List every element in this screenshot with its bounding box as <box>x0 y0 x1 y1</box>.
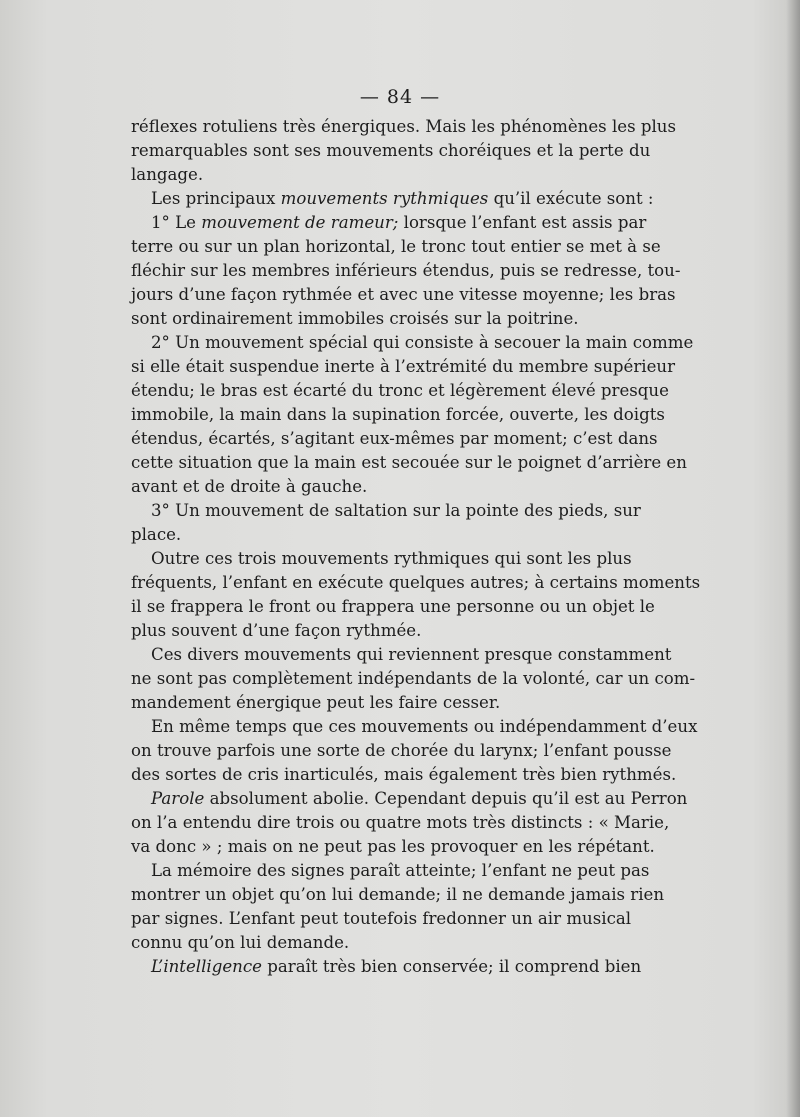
text-line: place. <box>131 525 182 544</box>
text-line: si elle était suspendue inerte à l’extrémité du membre supérieur <box>131 357 676 376</box>
text-line-segment: Les principaux <box>151 189 281 208</box>
text-line: va donc » ; mais on ne peut pas les provoquer en les répétant. <box>131 837 655 856</box>
text-line: on trouve parfois une sorte de chorée du larynx; l’enfant pousse <box>131 741 672 760</box>
text-line: des sortes de cris inarticulés, mais également très bien rythmés. <box>131 765 677 784</box>
text-line: langage. <box>131 165 204 184</box>
text-line: mandement énergique peut les faire cesser. <box>131 693 501 712</box>
text-line-segment: 1° Le <box>151 213 202 232</box>
text-line: cette situation que la main est secouée sur le poignet d’arrière en <box>131 453 687 472</box>
text-line: il se frappera le front ou frappera une personne ou un objet le <box>131 597 655 616</box>
text-line <box>131 187 654 211</box>
text-line: En même temps que ces mouvements ou indépendamment d’eux <box>151 717 698 736</box>
text-line: immobile, la main dans la supination forcée, ouverte, les doigts <box>131 405 665 424</box>
text-line <box>131 787 688 811</box>
text-line <box>131 211 647 235</box>
text-line: plus souvent d’une façon rythmée. <box>131 621 422 640</box>
text-line: terre ou sur un plan horizontal, le tronc tout entier se met à se <box>131 237 661 256</box>
page-number: — 84 — <box>359 86 441 108</box>
text-line: fléchir sur les membres inférieurs étendus, puis se redresse, tou- <box>131 261 681 280</box>
text-line-segment: qu’il exécute sont : <box>488 189 654 208</box>
text-line: sont ordinairement immobiles croisés sur la poitrine. <box>131 309 579 328</box>
text-line: La mémoire des signes paraît atteinte; l’enfant ne peut pas <box>151 861 650 880</box>
text-line: par signes. L’enfant peut toutefois fredonner un air musical <box>131 909 632 928</box>
text-line: connu qu’on lui demande. <box>131 933 350 952</box>
text-line: jours d’une façon rythmée et avec une vitesse moyenne; les bras <box>131 285 676 304</box>
text-line: fréquents, l’enfant en exécute quelques autres; à certains moments <box>131 573 701 592</box>
text-line-segment: lorsque l’enfant est assis par <box>398 213 647 232</box>
text-line-segment: absolument abolie. Cependant depuis qu’il est au Perron <box>204 789 688 808</box>
italic-term: mouvements rythmiques <box>280 189 489 208</box>
text-line: montrer un objet qu’on lui demande; il ne demande jamais rien <box>131 885 665 904</box>
italic-term: mouvement de rameur; <box>201 213 399 232</box>
text-line-segment: paraît très bien conservée; il comprend bien <box>261 957 642 976</box>
italic-term: Parole <box>151 789 205 808</box>
text-line: Outre ces trois mouvements rythmiques qui sont les plus <box>151 549 632 568</box>
text-line: réflexes rotuliens très énergiques. Mais les phénomènes les plus <box>131 117 677 136</box>
text-line: étendus, écartés, s’agitant eux-mêmes par moment; c’est dans <box>131 429 658 448</box>
body-text <box>131 115 701 979</box>
text-line: étendu; le bras est écarté du tronc et légèrement élevé presque <box>131 381 669 400</box>
text-line <box>131 955 642 979</box>
text-line: 2° Un mouvement spécial qui consiste à secouer la main comme <box>151 333 694 352</box>
text-line: on l’a entendu dire trois ou quatre mots très distincts : « Marie, <box>131 813 670 832</box>
italic-term: L’intelligence <box>151 957 262 976</box>
text-line: ne sont pas complètement indépendants de la volonté, car un com- <box>131 669 696 688</box>
text-line: remarquables sont ses mouvements choréiques et la perte du <box>131 141 651 160</box>
text-line: Ces divers mouvements qui reviennent presque constamment <box>151 645 672 664</box>
text-line: 3° Un mouvement de saltation sur la pointe des pieds, sur <box>151 501 641 520</box>
page-edge-shadow <box>786 0 800 1117</box>
text-line: avant et de droite à gauche. <box>131 477 368 496</box>
